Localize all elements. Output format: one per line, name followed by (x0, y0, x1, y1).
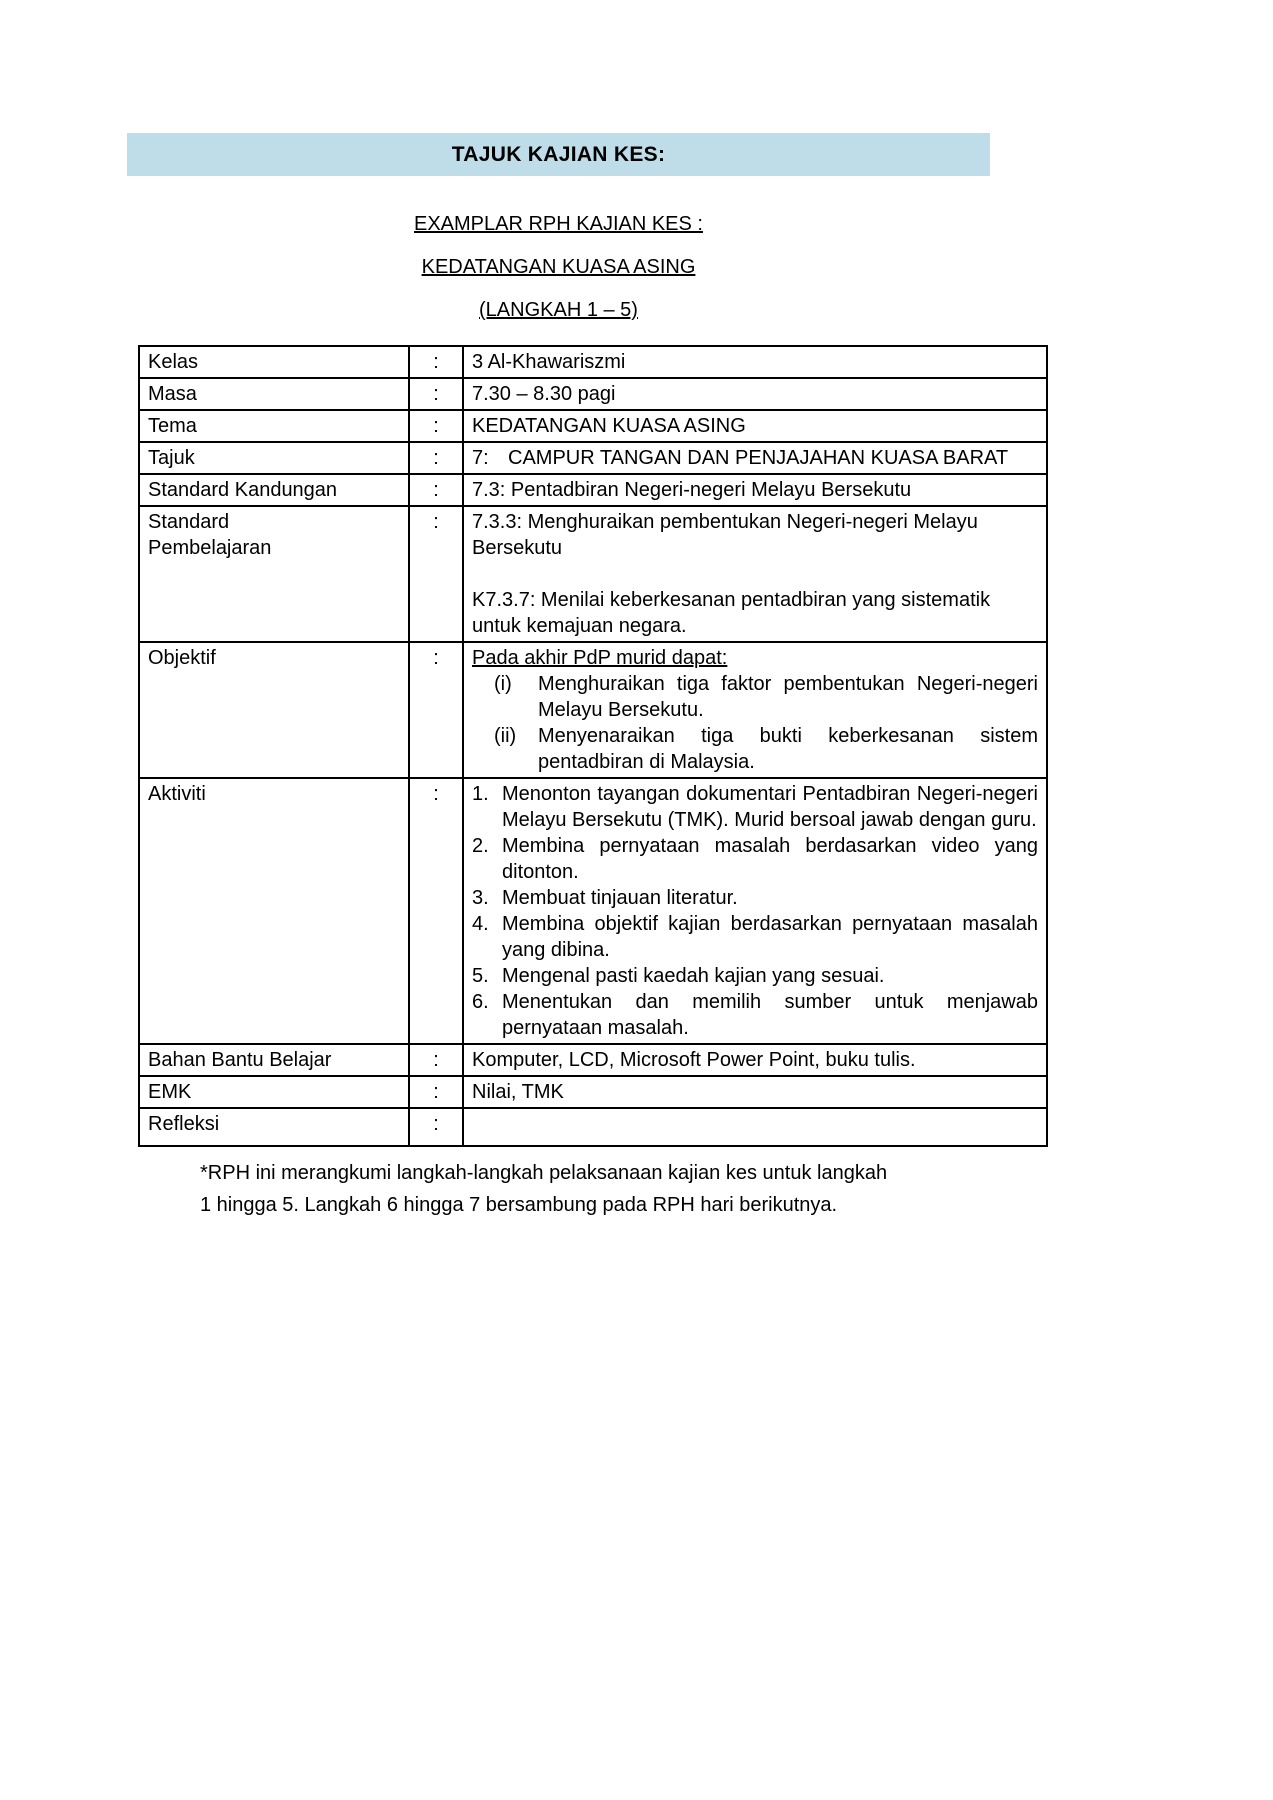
aktiviti-item-6-text: Menentukan dan memilih sumber untuk menjawab pernyataan masalah. (502, 991, 1038, 1039)
colon-separator: : (409, 778, 463, 1044)
standard-pembelajaran-label (139, 506, 409, 642)
table-row-standard-kandungan (139, 474, 1047, 506)
aktiviti-item-5 (472, 963, 1038, 989)
standard-kandungan-label: Standard Kandungan (139, 474, 409, 506)
emk-value: Nilai, TMK (463, 1076, 1047, 1108)
colon-separator: : (409, 442, 463, 474)
tajuk-number: 7: (472, 447, 489, 469)
bahan-value: Komputer, LCD, Microsoft Power Point, buku tulis. (463, 1044, 1047, 1076)
aktiviti-item-3 (472, 885, 1038, 911)
table-row-masa (139, 378, 1047, 410)
refleksi-value (463, 1108, 1047, 1146)
aktiviti-item-1-text: Menonton tayangan dokumentari Pentadbiran Negeri-negeri Melayu Bersekutu (TMK). Murid bersoal jawab dengan guru. (502, 783, 1038, 831)
kelas-value: 3 Al-Khawariszmi (463, 346, 1047, 378)
kelas-label: Kelas (139, 346, 409, 378)
aktiviti-item-5-marker: 5. (472, 965, 489, 987)
tema-value: KEDATANGAN KUASA ASING (463, 410, 1047, 442)
colon-separator: : (409, 642, 463, 778)
standard-pembelajaran-para-1: 7.3.3: Menghuraikan pembentukan Negeri-negeri Melayu Bersekutu (472, 511, 978, 559)
tema-label: Tema (139, 410, 409, 442)
footnote (200, 1157, 992, 1221)
objektif-list (472, 671, 1038, 775)
aktiviti-item-1-marker: 1. (472, 783, 489, 805)
aktiviti-item-1 (472, 781, 1038, 833)
footnote-line-2: 1 hingga 5. Langkah 6 hingga 7 bersambung pada RPH hari berikutnya. (200, 1194, 838, 1216)
aktiviti-item-6 (472, 989, 1038, 1041)
bahan-label: Bahan Bantu Belajar (139, 1044, 409, 1076)
table-row-standard-pembelajaran (139, 506, 1047, 642)
table-row-tema (139, 410, 1047, 442)
tajuk-text: CAMPUR TANGAN DAN PENJAJAHAN KUASA BARAT (508, 447, 1009, 469)
title-bar-text: TAJUK KAJIAN KES: (451, 142, 666, 166)
colon-separator: : (409, 1044, 463, 1076)
aktiviti-label: Aktiviti (139, 778, 409, 1044)
tajuk-label: Tajuk (139, 442, 409, 474)
table-row-aktiviti (139, 778, 1047, 1044)
emk-label: EMK (139, 1076, 409, 1108)
content-area (138, 345, 1038, 1221)
refleksi-label: Refleksi (139, 1108, 409, 1146)
title-bar (127, 133, 990, 176)
tajuk-value (463, 442, 1047, 474)
objektif-value (463, 642, 1047, 778)
aktiviti-item-3-marker: 3. (472, 887, 489, 909)
table-row-tajuk (139, 442, 1047, 474)
aktiviti-item-2-text: Membina pernyataan masalah berdasarkan video yang ditonton. (502, 835, 1038, 883)
aktiviti-item-4-text: Membina objektif kajian berdasarkan pernyataan masalah yang dibina. (502, 913, 1038, 961)
objektif-item-ii-marker: (ii) (494, 725, 517, 747)
tajuk-value-line (472, 445, 1038, 471)
standard-pembelajaran-value (463, 506, 1047, 642)
colon-separator: : (409, 474, 463, 506)
colon-separator: : (409, 506, 463, 642)
aktiviti-item-2-marker: 2. (472, 835, 489, 857)
objektif-label: Objektif (139, 642, 409, 778)
heading-kedatangan: KEDATANGAN KUASA ASING (421, 256, 696, 278)
aktiviti-item-6-marker: 6. (472, 991, 489, 1013)
standard-pembelajaran-para-2: K7.3.7: Menilai keberkesanan pentadbiran yang sistematik untuk kemajuan negara. (472, 589, 991, 637)
lesson-plan-table (138, 345, 1048, 1147)
aktiviti-value (463, 778, 1047, 1044)
colon-separator: : (409, 410, 463, 442)
colon-separator: : (409, 378, 463, 410)
heading-examplar: EXAMPLAR RPH KAJIAN KES : (414, 213, 703, 235)
colon-separator: : (409, 346, 463, 378)
colon-separator: : (409, 1108, 463, 1146)
table-row-kelas (139, 346, 1047, 378)
objektif-item-ii-text: Menyenaraikan tiga bukti keberkesanan sistem pentadbiran di Malaysia. (538, 725, 1038, 773)
aktiviti-item-4-marker: 4. (472, 913, 489, 935)
masa-value: 7.30 – 8.30 pagi (463, 378, 1047, 410)
colon-separator: : (409, 1076, 463, 1108)
aktiviti-item-3-text: Membuat tinjauan literatur. (502, 887, 738, 909)
objektif-item-ii (494, 723, 1038, 775)
table-row-refleksi (139, 1108, 1047, 1146)
table-row-bahan (139, 1044, 1047, 1076)
table-row-emk (139, 1076, 1047, 1108)
headings-block (127, 212, 990, 341)
standard-pembelajaran-label-text: Standard Pembelajaran (148, 511, 272, 559)
standard-kandungan-value: 7.3: Pentadbiran Negeri-negeri Melayu Bersekutu (463, 474, 1047, 506)
objektif-item-i-marker: (i) (494, 673, 512, 695)
aktiviti-item-5-text: Mengenal pasti kaedah kajian yang sesuai. (502, 965, 885, 987)
aktiviti-item-4 (472, 911, 1038, 963)
table-row-objektif (139, 642, 1047, 778)
objektif-intro: Pada akhir PdP murid dapat: (472, 647, 728, 669)
objektif-item-i-text: Menghuraikan tiga faktor pembentukan Negeri-negeri Melayu Bersekutu. (538, 673, 1038, 721)
heading-langkah: (LANGKAH 1 – 5) (479, 299, 638, 321)
aktiviti-item-2 (472, 833, 1038, 885)
footnote-line-1: *RPH ini merangkumi langkah-langkah pelaksanaan kajian kes untuk langkah (200, 1162, 888, 1184)
masa-label: Masa (139, 378, 409, 410)
objektif-item-i (494, 671, 1038, 723)
